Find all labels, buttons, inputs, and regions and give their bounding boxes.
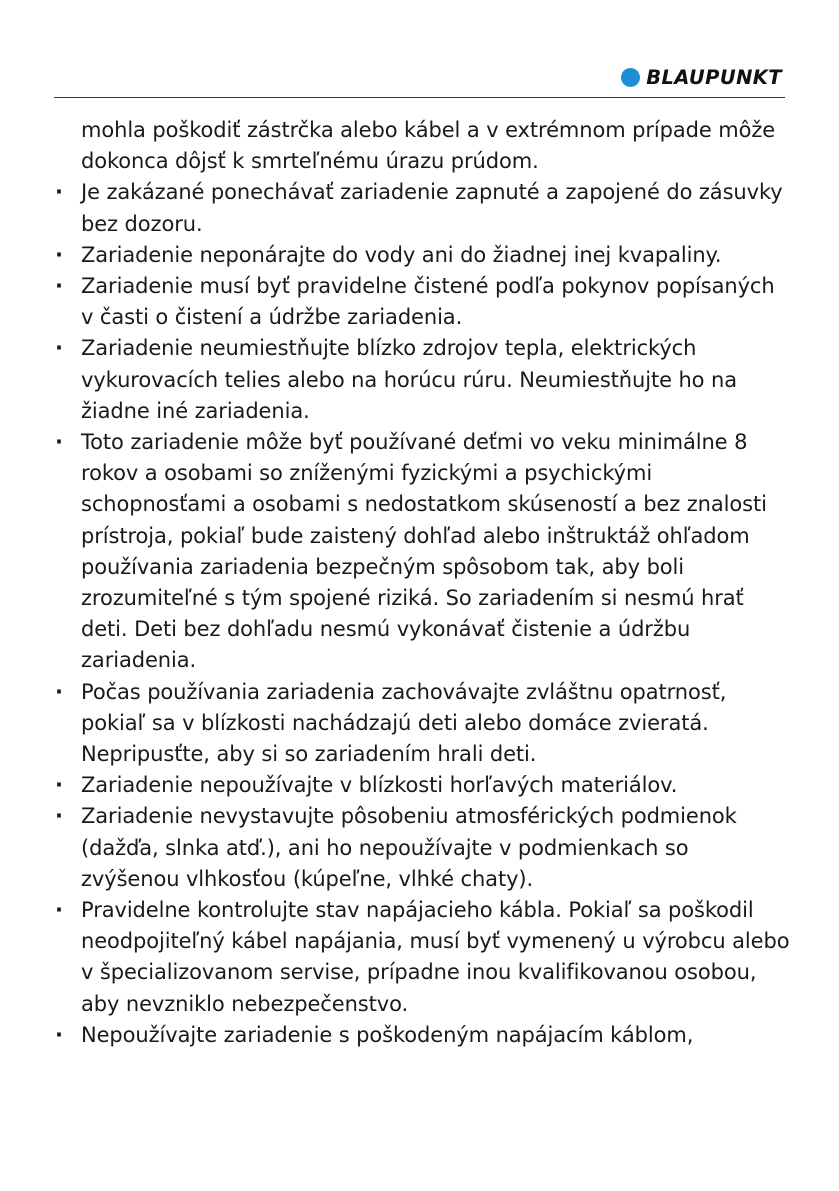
intro-text: mohla poškodiť zástrčka alebo kábel a v extrémnom prípade môže dokonca dôjsť k smrteľnému úrazu prúdom. bbox=[81, 118, 776, 174]
bullet-icon bbox=[54, 427, 64, 458]
list-item bbox=[54, 801, 790, 895]
page-header bbox=[0, 0, 839, 100]
bullet-icon bbox=[54, 895, 64, 926]
list-item-text: Zariadenie neponárajte do vody ani do žiadnej inej kvapaliny. bbox=[81, 242, 722, 267]
brand-logo bbox=[621, 66, 782, 89]
list-item bbox=[54, 271, 790, 333]
list-item-text: Zariadenie nevystavujte pôsobeniu atmosférických podmienok (dažďa, slnka atď.), ani ho nepoužívajte v podmienkach so zvýšenou vlhkosťou (kúpeľne, vlhké chaty). bbox=[81, 804, 737, 891]
list-item bbox=[54, 770, 790, 801]
intro-paragraph bbox=[54, 115, 790, 177]
bullet-icon bbox=[54, 240, 64, 271]
header-divider bbox=[54, 97, 785, 98]
bullet-icon bbox=[54, 770, 64, 801]
logo-dot-icon bbox=[621, 68, 640, 87]
list-item-text: Zariadenie neumiestňujte blízko zdrojov tepla, elektrických vykurovacích telies alebo na horúcu rúru. Neumiestňujte ho na žiadne iné zariadenia. bbox=[81, 336, 737, 423]
list-item bbox=[54, 427, 790, 677]
list-item bbox=[54, 895, 790, 1020]
bullet-icon bbox=[54, 333, 64, 364]
bullet-icon bbox=[54, 677, 64, 708]
bullet-icon bbox=[54, 1020, 64, 1051]
list-item-text: Toto zariadenie môže byť používané deťmi vo veku minimálne 8 rokov a osobami so zníženými fyzickými a psychickými schopnosťami a osobami s nedostatkom skúseností a bez znalosti prístroja, pokiaľ bude zaistený dohľad alebo inštruktáž ohľadom používania zariadenia bezpečným spôsobom tak, aby boli zrozumiteľné s tým spojené riziká. So zariadením si nesmú hrať deti. Deti bez dohľadu nesmú vykonávať čistenie a údržbu zariadenia. bbox=[81, 430, 767, 673]
bullet-icon bbox=[54, 271, 64, 302]
safety-instructions bbox=[54, 115, 790, 1051]
list-item-text: Počas používania zariadenia zachovávajte zvláštnu opatrnosť, pokiaľ sa v blízkosti nachádzajú deti alebo domáce zvieratá. Nepripusťte, aby si so zariadením hrali deti. bbox=[81, 679, 727, 767]
list-item bbox=[54, 1020, 790, 1051]
brand-name: BLAUPUNKT bbox=[646, 66, 782, 89]
list-item bbox=[54, 333, 790, 427]
list-item-text: Pravidelne kontrolujte stav napájacieho kábla. Pokiaľ sa poškodil neodpojiteľný kábel napájania, musí byť vymenený u výrobcu alebo v špecializovanom servise, prípadne inou kvalifikovanou osobou, aby nevzniklo nebezpečenstvo. bbox=[81, 898, 790, 1016]
list-item-text: Zariadenie musí byť pravidelne čistené podľa pokynov popísaných v časti o čistení a údržbe zariadenia. bbox=[81, 274, 775, 330]
list-item-text: Zariadenie nepoužívajte v blízkosti horľavých materiálov. bbox=[81, 773, 678, 798]
bullet-icon bbox=[54, 177, 64, 208]
list-item bbox=[54, 177, 790, 239]
bullet-icon bbox=[54, 801, 64, 832]
list-item-text: Je zakázané ponechávať zariadenie zapnuté a zapojené do zásuvky bez dozoru. bbox=[81, 180, 783, 236]
list-item bbox=[54, 677, 790, 771]
list-item bbox=[54, 240, 790, 271]
list-item-text: Nepoužívajte zariadenie s poškodeným napájacím káblom, bbox=[81, 1022, 694, 1047]
